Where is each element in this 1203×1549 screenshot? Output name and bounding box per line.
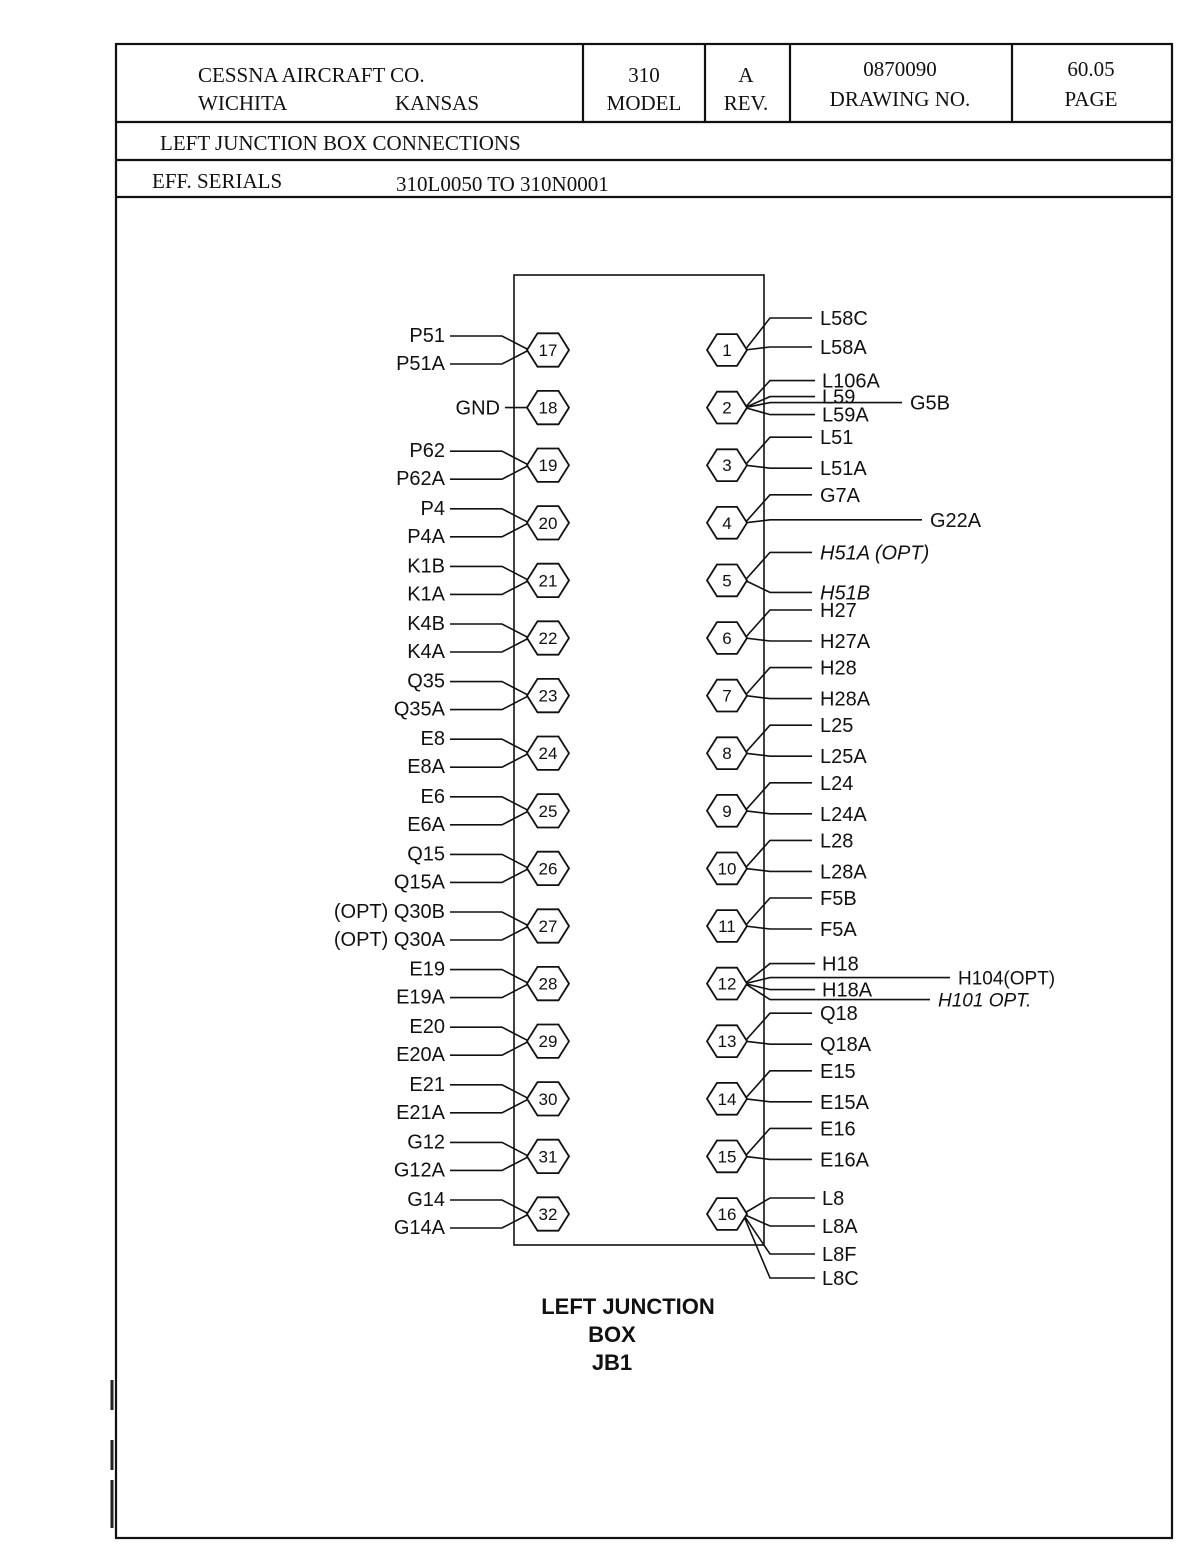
wire-lead-l51 — [745, 437, 812, 465]
wire-lead-l25a — [745, 753, 812, 756]
page-number: 60.05 — [1067, 57, 1115, 81]
wire-lead-l59a — [745, 408, 815, 415]
wire-lead-h51b — [745, 580, 812, 592]
wire-label-q15a: Q15A — [393, 871, 445, 894]
wire-label-e16: E16 — [820, 1118, 856, 1141]
terminal-number-3: 3 — [722, 456, 732, 476]
terminal-number-30: 30 — [538, 1089, 558, 1109]
terminal-15 — [707, 1118, 870, 1172]
wire-label-e20a: E20A — [396, 1044, 445, 1067]
terminal-30 — [396, 1074, 569, 1124]
terminal-29 — [396, 1016, 569, 1066]
wire-label-k1b: K1B — [407, 555, 445, 578]
wire-lead-p4a — [450, 523, 529, 537]
terminal-19 — [396, 440, 569, 490]
wire-label-k4b: K4B — [407, 613, 445, 635]
wire-label-h27: H27 — [820, 600, 857, 622]
terminal-22 — [407, 613, 569, 663]
wire-label-l8a: L8A — [822, 1216, 858, 1238]
wire-lead-p62a — [450, 465, 529, 479]
wire-label-h27a: H27A — [820, 631, 871, 653]
wire-label-l25: L25 — [820, 715, 854, 738]
terminal-number-6: 6 — [722, 629, 732, 648]
terminal-number-25: 25 — [538, 801, 558, 821]
eff-serials-label: EFF. SERIALS — [152, 169, 283, 193]
wire-lead-q15a — [450, 868, 529, 882]
wire-lead-h51a-opt — [745, 552, 812, 580]
wire-lead-e20a — [450, 1041, 529, 1055]
terminal-number-22: 22 — [538, 629, 558, 648]
rev-value: A — [738, 63, 754, 87]
terminal-18 — [456, 391, 569, 424]
wire-label-l24: L24 — [820, 772, 854, 795]
box-caption-line3: JB1 — [591, 1350, 633, 1375]
left-terminal-column — [334, 325, 569, 1239]
wire-lead-e19 — [450, 970, 529, 984]
wire-label-q15: Q15 — [407, 843, 445, 866]
terminal-number-4: 4 — [722, 513, 732, 533]
wire-label-p51a: P51A — [396, 353, 445, 375]
wire-label-l106a: L106A — [822, 370, 880, 393]
wire-lead-l8 — [743, 1198, 815, 1214]
terminal-number-7: 7 — [722, 686, 732, 706]
wire-label-l28a: L28A — [820, 861, 867, 884]
right-terminal-column — [707, 308, 1055, 1290]
wire-lead-l28 — [745, 840, 812, 868]
wire-label-g12a: G12A — [393, 1159, 445, 1182]
drawing-number: 0870090 — [863, 57, 937, 81]
wire-label-f5a: F5A — [820, 919, 857, 941]
wire-lead-l8f — [743, 1214, 815, 1254]
wire-lead-e19a — [450, 984, 529, 998]
terminal-32 — [394, 1189, 569, 1239]
wire-label-l51a: L51A — [820, 458, 867, 481]
terminal-3 — [707, 427, 867, 481]
terminal-21 — [407, 555, 569, 605]
wire-lead-l58a — [745, 347, 812, 350]
wire-lead-h27 — [745, 610, 812, 638]
terminal-number-16: 16 — [717, 1205, 737, 1224]
wire-label-q35: Q35 — [407, 670, 445, 693]
wire-label-e15a: E15A — [820, 1091, 869, 1114]
wire-lead-p4 — [450, 509, 529, 523]
wire-label-e6a: E6A — [407, 813, 445, 836]
box-caption-line1: LEFT JUNCTION — [541, 1294, 715, 1319]
wire-label-e8a: E8A — [407, 756, 445, 779]
wire-lead-f5b — [745, 898, 812, 926]
wire-label-q18: Q18 — [820, 1003, 858, 1026]
wire-lead-p62 — [450, 451, 529, 465]
terminal-31 — [394, 1131, 569, 1181]
wire-lead-q18a — [745, 1041, 812, 1044]
page-label: PAGE — [1064, 87, 1118, 111]
company-name: CESSNA AIRCRAFT CO. — [198, 63, 425, 87]
wire-lead-e6 — [450, 797, 529, 811]
wire-lead-e6a — [450, 811, 529, 825]
terminal-number-24: 24 — [538, 744, 558, 764]
wire-lead-g14a — [450, 1214, 529, 1228]
wire-label-l51: L51 — [820, 427, 854, 450]
terminal-2 — [707, 371, 950, 427]
terminal-number-19: 19 — [538, 456, 558, 476]
wire-lead-opt-q30b — [450, 912, 529, 926]
terminal-6 — [707, 600, 871, 654]
wire-label-h104-opt: H104(OPT) — [958, 968, 1056, 990]
wire-label-h28a: H28A — [820, 688, 871, 711]
wire-label-l8c: L8C — [822, 1268, 859, 1290]
terminal-number-8: 8 — [722, 744, 732, 764]
wire-label-e8: E8 — [420, 728, 445, 751]
wire-label-h18a: H18A — [822, 979, 873, 1002]
wire-lead-g7a — [745, 495, 812, 523]
terminal-number-15: 15 — [717, 1147, 737, 1167]
wire-lead-q35a — [450, 696, 529, 710]
wire-label-l59: L59 — [822, 386, 856, 409]
terminal-17 — [396, 325, 569, 375]
wire-lead-e8a — [450, 753, 529, 767]
wire-lead-e16a — [745, 1156, 812, 1159]
terminal-28 — [396, 959, 569, 1009]
wire-lead-opt-q30a — [450, 926, 529, 940]
wire-label-h28: H28 — [820, 657, 857, 680]
terminal-number-23: 23 — [538, 686, 558, 706]
wire-lead-k4a — [450, 638, 529, 652]
wire-lead-g14 — [450, 1200, 529, 1214]
wire-lead-e21 — [450, 1085, 529, 1099]
terminal-9 — [707, 773, 867, 827]
wire-label-h18: H18 — [822, 953, 859, 976]
terminal-number-18: 18 — [538, 398, 558, 418]
model-label: MODEL — [606, 91, 682, 115]
wire-lead-l24 — [745, 783, 812, 811]
company-city: WICHITA — [198, 91, 288, 115]
box-caption-line2: BOX — [588, 1322, 636, 1347]
wire-label-l59a: L59A — [822, 404, 869, 427]
wire-lead-q18 — [745, 1013, 812, 1041]
wire-lead-q15 — [450, 854, 529, 868]
wire-lead-l8c — [743, 1214, 815, 1278]
wire-label-e6: E6 — [420, 785, 445, 808]
terminal-number-32: 32 — [538, 1205, 558, 1224]
wire-lead-g12a — [450, 1156, 529, 1170]
wire-label-l58a: L58A — [820, 337, 867, 359]
wire-lead-l25 — [745, 725, 812, 753]
wire-lead-e15 — [745, 1071, 812, 1099]
terminal-number-11: 11 — [718, 917, 736, 936]
terminal-16 — [707, 1188, 859, 1290]
wire-lead-h28a — [745, 696, 812, 699]
wire-label-l24a: L24A — [820, 803, 867, 826]
wire-label-l58c: L58C — [820, 308, 868, 330]
wire-label-h101-opt: H101 OPT. — [938, 990, 1032, 1012]
terminal-24 — [407, 728, 569, 778]
wire-lead-k4b — [450, 624, 529, 638]
terminal-number-13: 13 — [717, 1032, 737, 1052]
wire-lead-l58c — [745, 318, 812, 350]
terminal-25 — [407, 786, 569, 836]
terminal-number-17: 17 — [538, 341, 558, 360]
terminal-13 — [707, 1003, 872, 1057]
wire-lead-k1a — [450, 580, 529, 594]
wire-label-e21a: E21A — [396, 1101, 445, 1124]
wire-label-f5b: F5B — [820, 888, 857, 910]
wire-label-q18a: Q18A — [820, 1034, 872, 1057]
terminal-number-12: 12 — [717, 974, 737, 994]
wire-label-q35a: Q35A — [393, 698, 445, 721]
wire-lead-e8 — [450, 739, 529, 753]
terminal-number-28: 28 — [538, 974, 558, 994]
wire-label-g7a: G7A — [820, 484, 861, 507]
wire-label-opt-q30a: (OPT) Q30A — [333, 929, 445, 951]
terminal-number-26: 26 — [538, 859, 558, 879]
terminal-27 — [334, 901, 569, 951]
terminal-number-14: 14 — [717, 1089, 737, 1109]
wire-lead-q35 — [450, 682, 529, 696]
terminal-20 — [407, 498, 569, 548]
wire-lead-l51a — [745, 465, 812, 468]
wire-label-e21: E21 — [409, 1073, 445, 1096]
wire-label-h51a-opt: H51A (OPT) — [820, 542, 930, 565]
terminal-number-27: 27 — [538, 917, 558, 936]
wire-lead-l28a — [745, 868, 812, 871]
rev-label: REV. — [723, 91, 769, 115]
wire-label-e19a: E19A — [396, 986, 445, 1009]
terminal-14 — [707, 1061, 870, 1115]
model-value: 310 — [628, 63, 660, 87]
terminal-26 — [394, 843, 569, 893]
wire-label-p62a: P62A — [396, 468, 445, 491]
terminal-12 — [707, 954, 1055, 1012]
terminal-number-29: 29 — [538, 1032, 558, 1052]
terminal-number-20: 20 — [538, 513, 558, 533]
wire-label-p62: P62 — [409, 440, 445, 463]
wire-lead-h28 — [745, 668, 812, 696]
wire-label-k1a: K1A — [407, 583, 445, 606]
terminal-7 — [707, 658, 871, 712]
wire-label-h51b: H51B — [820, 582, 871, 605]
terminal-number-10: 10 — [717, 859, 737, 879]
wire-label-l8f: L8F — [822, 1244, 857, 1266]
wire-lead-f5a — [745, 926, 812, 929]
wire-label-e19: E19 — [409, 958, 445, 981]
wire-label-l8: L8 — [822, 1188, 845, 1210]
terminal-number-1: 1 — [722, 341, 732, 360]
wire-label-k4a: K4A — [407, 641, 445, 663]
terminal-1 — [707, 308, 868, 366]
wire-lead-p51a — [450, 350, 529, 364]
terminal-23 — [394, 671, 569, 721]
wire-lead-l24a — [745, 811, 812, 814]
wire-label-g5b: G5B — [910, 392, 951, 415]
wire-lead-e20 — [450, 1027, 529, 1041]
terminal-10 — [707, 830, 867, 884]
wire-lead-l8a — [743, 1214, 815, 1226]
terminal-number-31: 31 — [538, 1147, 558, 1167]
wire-label-p4a: P4A — [407, 525, 445, 548]
wire-label-g14a: G14A — [393, 1217, 445, 1239]
wire-lead-g12 — [450, 1142, 529, 1156]
wire-lead-e16 — [745, 1128, 812, 1156]
wire-label-g14: G14 — [407, 1189, 445, 1211]
terminal-number-2: 2 — [722, 398, 732, 418]
wire-label-l25a: L25A — [820, 746, 867, 769]
terminal-8 — [707, 715, 867, 769]
wire-lead-k1b — [450, 566, 529, 580]
terminal-number-21: 21 — [538, 571, 558, 591]
wire-label-gnd: GND — [455, 397, 500, 420]
company-state: KANSAS — [395, 91, 480, 115]
wire-lead-e15a — [745, 1099, 812, 1102]
wire-lead-p51 — [450, 336, 529, 350]
wire-label-e20: E20 — [409, 1016, 445, 1039]
wire-label-p51: P51 — [409, 325, 445, 347]
wire-lead-h18a — [745, 984, 815, 990]
eff-serials-range: 310L0050 TO 310N0001 — [396, 172, 609, 196]
terminal-4 — [707, 485, 982, 539]
drawing-number-label: DRAWING NO. — [829, 87, 971, 111]
wire-lead-h27a — [745, 638, 812, 641]
wire-label-g22a: G22A — [930, 509, 982, 532]
wire-label-e16a: E16A — [820, 1149, 869, 1172]
terminal-5 — [707, 542, 929, 604]
wire-label-l28: L28 — [820, 830, 854, 853]
drawing-subject: LEFT JUNCTION BOX CONNECTIONS — [160, 131, 521, 155]
wire-label-g12: G12 — [407, 1131, 445, 1154]
terminal-11 — [707, 888, 857, 942]
terminal-number-5: 5 — [722, 571, 732, 591]
wire-lead-g22a — [745, 520, 922, 523]
wire-lead-e21a — [450, 1099, 529, 1113]
wire-label-opt-q30b: (OPT) Q30B — [333, 901, 445, 923]
wire-label-e15: E15 — [820, 1060, 856, 1083]
wire-label-p4: P4 — [420, 497, 445, 520]
terminal-number-9: 9 — [722, 801, 732, 821]
